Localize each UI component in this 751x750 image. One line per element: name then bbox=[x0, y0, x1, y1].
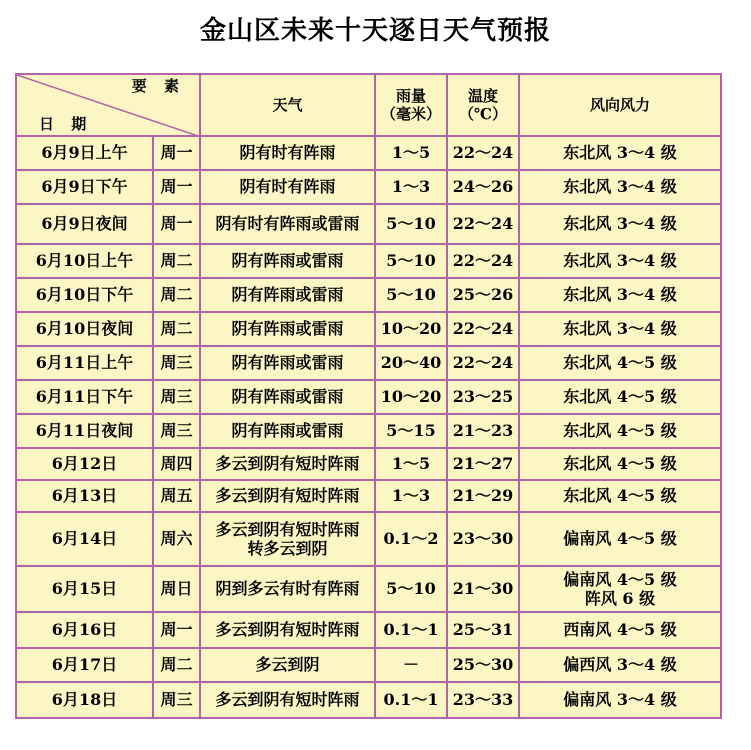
temp-cell bbox=[447, 170, 519, 204]
weather-cell bbox=[200, 278, 375, 312]
wind-text: 东北风 3～4 级 bbox=[563, 251, 677, 271]
day-text: 周二 bbox=[160, 655, 193, 675]
wind-text: 东北风 3～4 级 bbox=[563, 214, 677, 234]
weather-text: 阴有时有阵雨 bbox=[239, 143, 336, 163]
header-row bbox=[16, 74, 721, 136]
temp-text: 25～26 bbox=[452, 285, 514, 305]
temp-text: 21～30 bbox=[452, 579, 514, 599]
wind-text: 东北风 3～4 级 bbox=[563, 319, 677, 339]
wind-text: 东北风 4～5 级 bbox=[563, 421, 677, 441]
day-cell bbox=[153, 244, 200, 278]
temp-cell bbox=[447, 244, 519, 278]
weather-text: 多云到阴有短时阵雨 bbox=[215, 519, 360, 539]
wind-text: 偏南风 3～4 级 bbox=[563, 690, 677, 710]
day-cell bbox=[153, 380, 200, 414]
date-cell bbox=[16, 682, 153, 718]
temp-cell bbox=[447, 566, 519, 612]
day-text: 周三 bbox=[160, 690, 193, 710]
wind-text: 东北风 4～5 级 bbox=[563, 387, 677, 407]
day-text: 周二 bbox=[160, 319, 193, 339]
temp-cell bbox=[447, 278, 519, 312]
rain-cell bbox=[375, 380, 447, 414]
weather-cell bbox=[200, 566, 375, 612]
temp-cell bbox=[447, 204, 519, 244]
date-text: 6月11日下午 bbox=[35, 387, 134, 407]
day-text: 周一 bbox=[160, 177, 193, 197]
rain-cell bbox=[375, 312, 447, 346]
wind-cell bbox=[519, 414, 721, 448]
temp-cell bbox=[447, 380, 519, 414]
wind-text: 东北风 3～4 级 bbox=[563, 143, 677, 163]
weather-cell bbox=[200, 682, 375, 718]
wind-cell bbox=[519, 648, 721, 682]
rain-text: 5～10 bbox=[386, 579, 436, 599]
date-cell bbox=[16, 414, 153, 448]
weather-text: 多云到阴有短时阵雨 bbox=[215, 620, 360, 640]
temp-header bbox=[447, 74, 519, 136]
weather-cell bbox=[200, 346, 375, 380]
table-row bbox=[16, 244, 721, 278]
table-row bbox=[16, 136, 721, 170]
rain-text: 1～3 bbox=[391, 486, 431, 506]
day-text: 周一 bbox=[160, 143, 193, 163]
wind-cell bbox=[519, 136, 721, 170]
weather-cell bbox=[200, 448, 375, 480]
temp-text: 23～33 bbox=[452, 690, 514, 710]
day-cell bbox=[153, 312, 200, 346]
day-cell bbox=[153, 136, 200, 170]
wind-cell bbox=[519, 312, 721, 346]
wind-cell bbox=[519, 612, 721, 648]
day-cell bbox=[153, 278, 200, 312]
rain-text: 10～20 bbox=[380, 319, 442, 339]
table-row bbox=[16, 380, 721, 414]
date-cell bbox=[16, 346, 153, 380]
weather-text: 多云到阴有短时阵雨 bbox=[215, 486, 360, 506]
day-text: 周六 bbox=[160, 529, 193, 549]
temp-cell bbox=[447, 480, 519, 512]
wind-text: 偏西风 3～4 级 bbox=[563, 655, 677, 675]
temp-cell bbox=[447, 682, 519, 718]
rain-cell bbox=[375, 566, 447, 612]
date-cell bbox=[16, 648, 153, 682]
date-text: 6月10日夜间 bbox=[35, 319, 134, 339]
rain-cell bbox=[375, 136, 447, 170]
weather-cell bbox=[200, 612, 375, 648]
date-cell bbox=[16, 380, 153, 414]
table-row bbox=[16, 204, 721, 244]
day-cell bbox=[153, 480, 200, 512]
day-cell bbox=[153, 346, 200, 380]
weather-header: 天气 bbox=[200, 74, 375, 136]
temp-text: 24～26 bbox=[452, 177, 514, 197]
day-cell bbox=[153, 448, 200, 480]
date-text: 6月12日 bbox=[51, 454, 118, 474]
date-text: 6月15日 bbox=[51, 579, 118, 599]
table-row bbox=[16, 566, 721, 612]
wind-cell bbox=[519, 278, 721, 312]
weather-cell bbox=[200, 170, 375, 204]
temp-text: 22～24 bbox=[452, 143, 514, 163]
rain-cell bbox=[375, 170, 447, 204]
date-cell bbox=[16, 612, 153, 648]
date-cell bbox=[16, 480, 153, 512]
date-cell bbox=[16, 278, 153, 312]
table-row bbox=[16, 480, 721, 512]
day-cell bbox=[153, 566, 200, 612]
date-text: 6月10日下午 bbox=[35, 285, 134, 305]
day-cell bbox=[153, 682, 200, 718]
weather-cell bbox=[200, 512, 375, 566]
rain-text: 0.1～2 bbox=[383, 529, 439, 549]
table-row bbox=[16, 612, 721, 648]
rain-text: 5～15 bbox=[386, 421, 436, 441]
wind-cell bbox=[519, 346, 721, 380]
weather-cell bbox=[200, 204, 375, 244]
date-label: 日 期 bbox=[39, 115, 93, 133]
wind-text: 偏南风 4～5 级 bbox=[563, 569, 677, 589]
rain-text: 1～3 bbox=[391, 177, 431, 197]
weather-cell bbox=[200, 136, 375, 170]
temp-cell bbox=[447, 448, 519, 480]
date-text: 6月9日下午 bbox=[41, 177, 128, 197]
rain-cell bbox=[375, 512, 447, 566]
day-text: 周三 bbox=[160, 421, 193, 441]
weather-text: 多云到阴有短时阵雨 bbox=[215, 690, 360, 710]
table-row bbox=[16, 346, 721, 380]
date-cell bbox=[16, 136, 153, 170]
temp-text: 23～25 bbox=[452, 387, 514, 407]
day-text: 周日 bbox=[160, 579, 193, 599]
rain-text: 5～10 bbox=[386, 214, 436, 234]
weather-cell bbox=[200, 648, 375, 682]
rain-text: 0.1～1 bbox=[383, 620, 439, 640]
weather-text: 阴有阵雨或雷雨 bbox=[231, 353, 344, 373]
temp-cell bbox=[447, 414, 519, 448]
date-text: 6月17日 bbox=[51, 655, 118, 675]
rain-text: 1～5 bbox=[391, 454, 431, 474]
page-title: 金山区未来十天逐日天气预报 bbox=[199, 16, 551, 46]
rain-text: 20～40 bbox=[380, 353, 442, 373]
day-cell bbox=[153, 648, 200, 682]
day-cell bbox=[153, 414, 200, 448]
day-text: 周五 bbox=[160, 486, 193, 506]
rain-text: 0.1～1 bbox=[383, 690, 439, 710]
day-cell bbox=[153, 512, 200, 566]
temp-text: 23～30 bbox=[452, 529, 514, 549]
wind-cell bbox=[519, 566, 721, 612]
wind-text: 东北风 3～4 级 bbox=[563, 177, 677, 197]
day-cell bbox=[153, 204, 200, 244]
rain-cell bbox=[375, 244, 447, 278]
day-text: 周三 bbox=[160, 387, 193, 407]
wind-text: 东北风 4～5 级 bbox=[563, 486, 677, 506]
table-row bbox=[16, 170, 721, 204]
wind-cell bbox=[519, 480, 721, 512]
wind-text: 东北风 4～5 级 bbox=[563, 454, 677, 474]
day-text: 周一 bbox=[160, 620, 193, 640]
weather-cell bbox=[200, 414, 375, 448]
wind-header: 风向风力 bbox=[519, 74, 721, 136]
temp-text: 22～24 bbox=[452, 214, 514, 234]
weather-text: 阴有阵雨或雷雨 bbox=[231, 285, 344, 305]
date-text: 6月16日 bbox=[51, 620, 118, 640]
wind-text: 东北风 4～5 级 bbox=[563, 353, 677, 373]
table-row bbox=[16, 648, 721, 682]
weather-text: 阴有时有阵雨 bbox=[239, 177, 336, 197]
date-text: 6月11日夜间 bbox=[35, 421, 134, 441]
day-text: 周一 bbox=[160, 214, 193, 234]
temp-text: 21～23 bbox=[452, 421, 514, 441]
rain-cell bbox=[375, 648, 447, 682]
rain-cell bbox=[375, 612, 447, 648]
table-row bbox=[16, 278, 721, 312]
temp-text: 22～24 bbox=[452, 251, 514, 271]
weather-cell bbox=[200, 312, 375, 346]
table-row bbox=[16, 448, 721, 480]
temp-text: 25～30 bbox=[452, 655, 514, 675]
wind-cell bbox=[519, 380, 721, 414]
table-row bbox=[16, 512, 721, 566]
weather-text: 阴到多云有时有阵雨 bbox=[215, 579, 360, 599]
weather-cell bbox=[200, 244, 375, 278]
wind-cell bbox=[519, 448, 721, 480]
date-cell bbox=[16, 512, 153, 566]
weather-cell bbox=[200, 380, 375, 414]
table-row bbox=[16, 312, 721, 346]
temp-cell bbox=[447, 136, 519, 170]
table-row bbox=[16, 414, 721, 448]
rain-cell bbox=[375, 346, 447, 380]
rain-text: 1～5 bbox=[391, 143, 431, 163]
temp-text: 21～29 bbox=[452, 486, 514, 506]
date-text: 6月18日 bbox=[51, 690, 118, 710]
diagonal-header-cell bbox=[16, 74, 200, 136]
day-cell bbox=[153, 612, 200, 648]
temp-text: 22～24 bbox=[452, 353, 514, 373]
date-text: 6月13日 bbox=[51, 486, 118, 506]
temp-header-line1: 温度 bbox=[467, 87, 498, 105]
temp-cell bbox=[447, 312, 519, 346]
element-label: 要 素 bbox=[131, 77, 185, 95]
date-text: 6月9日夜间 bbox=[41, 214, 128, 234]
weather-text: 阴有阵雨或雷雨 bbox=[231, 251, 344, 271]
rain-text: 10～20 bbox=[380, 387, 442, 407]
rain-text: 5～10 bbox=[386, 251, 436, 271]
weather-text: 转多云到阴 bbox=[247, 539, 328, 558]
date-text: 6月9日上午 bbox=[41, 143, 128, 163]
rain-cell bbox=[375, 414, 447, 448]
weather-text: 阴有阵雨或雷雨 bbox=[231, 319, 344, 339]
rain-text: － bbox=[402, 655, 419, 675]
temp-cell bbox=[447, 612, 519, 648]
date-cell bbox=[16, 566, 153, 612]
temp-cell bbox=[447, 648, 519, 682]
wind-cell bbox=[519, 244, 721, 278]
wind-cell bbox=[519, 512, 721, 566]
date-cell bbox=[16, 312, 153, 346]
date-cell bbox=[16, 448, 153, 480]
wind-cell bbox=[519, 170, 721, 204]
weather-text: 多云到阴 bbox=[255, 655, 320, 675]
date-cell bbox=[16, 204, 153, 244]
date-text: 6月11日上午 bbox=[35, 353, 134, 373]
temp-cell bbox=[447, 512, 519, 566]
temp-header-line2: （℃） bbox=[459, 105, 507, 123]
temp-text: 21～27 bbox=[452, 454, 514, 474]
wind-text: 阵风 6 级 bbox=[584, 589, 656, 608]
wind-text: 偏南风 4～5 级 bbox=[563, 529, 677, 549]
date-text: 6月10日上午 bbox=[35, 251, 134, 271]
rain-header bbox=[375, 74, 447, 136]
forecast-table bbox=[15, 73, 722, 719]
rain-cell bbox=[375, 204, 447, 244]
weather-cell bbox=[200, 480, 375, 512]
temp-text: 25～31 bbox=[452, 620, 514, 640]
rain-cell bbox=[375, 480, 447, 512]
rain-text: 5～10 bbox=[386, 285, 436, 305]
wind-cell bbox=[519, 682, 721, 718]
date-text: 6月14日 bbox=[51, 529, 118, 549]
wind-text: 西南风 4～5 级 bbox=[563, 620, 677, 640]
weather-text: 多云到阴有短时阵雨 bbox=[215, 454, 360, 474]
day-cell bbox=[153, 170, 200, 204]
rain-cell bbox=[375, 448, 447, 480]
day-text: 周三 bbox=[160, 353, 193, 373]
rain-header-line2: （毫米） bbox=[380, 105, 441, 123]
rain-cell bbox=[375, 278, 447, 312]
day-text: 周二 bbox=[160, 251, 193, 271]
weather-text: 阴有阵雨或雷雨 bbox=[231, 387, 344, 407]
date-cell bbox=[16, 244, 153, 278]
weather-text: 阴有阵雨或雷雨 bbox=[231, 421, 344, 441]
temp-text: 22～24 bbox=[452, 319, 514, 339]
table-row bbox=[16, 682, 721, 718]
date-cell bbox=[16, 170, 153, 204]
weather-text: 阴有时有阵雨或雷雨 bbox=[215, 214, 360, 234]
wind-cell bbox=[519, 204, 721, 244]
rain-cell bbox=[375, 682, 447, 718]
day-text: 周二 bbox=[160, 285, 193, 305]
rain-header-line1: 雨量 bbox=[395, 87, 426, 105]
wind-text: 东北风 3～4 级 bbox=[563, 285, 677, 305]
day-text: 周四 bbox=[160, 454, 193, 474]
temp-cell bbox=[447, 346, 519, 380]
